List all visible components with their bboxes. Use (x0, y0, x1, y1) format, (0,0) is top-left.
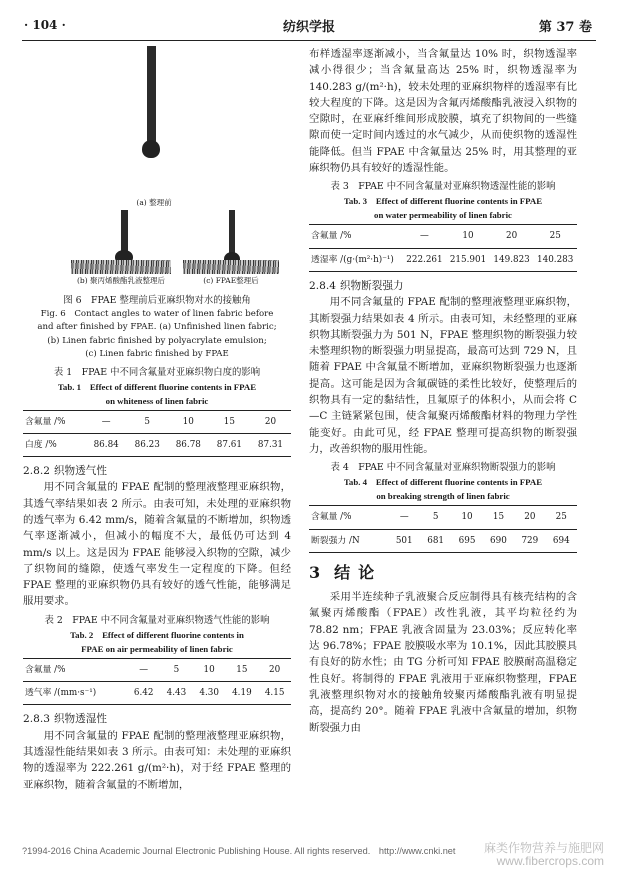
table-4-caption-en-2: on breaking strength of linen fabric (376, 491, 510, 502)
photo-c (183, 210, 279, 274)
table-2-caption: 表 2 FPAE 中不同含氟量对亚麻织物透气性能的影响 (44, 614, 270, 626)
chapter-3-heading (309, 562, 577, 582)
figure-6 (23, 46, 291, 286)
right-column (309, 46, 577, 736)
table-1-cell: 87.61 (209, 433, 250, 456)
section-number: 2.8.2 (23, 465, 50, 478)
section-2-8-4-heading (309, 278, 577, 294)
chapter-title: 结论 (334, 562, 383, 582)
table-1-cell: 87.31 (250, 433, 291, 456)
table-3-row-label: 透湿率 /(g·(m²·h)⁻¹) (309, 248, 403, 271)
table-4-cell: 694 (546, 529, 577, 552)
table-1 (23, 410, 291, 458)
chapter-number: 3 (309, 562, 321, 582)
volume-label: 第 37 卷 (538, 20, 592, 35)
table-3-header: 25 (533, 225, 577, 248)
table-2-header: 20 (258, 658, 291, 681)
table-4-header: — (389, 506, 420, 529)
watermark-url: www.fibercrops.com (496, 854, 604, 868)
table-4-header: 5 (420, 506, 451, 529)
section-title: 织物断裂强力 (339, 279, 404, 292)
table-2-caption-en-2: FPAE on air permeability of linen fabric (81, 643, 233, 654)
subcaption-a: (a) 整理前 (136, 198, 172, 207)
table-1-row-label: 白度 /% (23, 433, 86, 456)
table-4-cell: 501 (389, 529, 420, 552)
table-3 (309, 224, 577, 272)
figure-6-caption-en-2: and after finished by FPAE. (a) Unfinished linen fabric; (37, 322, 277, 332)
table-4 (309, 505, 577, 553)
table-2-header: 5 (160, 658, 193, 681)
watermark (484, 842, 604, 868)
table-1-header: 5 (127, 410, 168, 433)
table-1-header: 10 (168, 410, 209, 433)
table-1-caption-en-2: on whiteness of linen fabric (105, 395, 209, 406)
table-4-row-label: 断裂强力 /N (309, 529, 389, 552)
section-2-8-3-paragraph: 用不同含氟量的 FPAE 配制的整理液整理亚麻织物，其透湿性能结果如表 3 所示。由表可知：未处理的亚麻织物的透湿率为 222.261 g/(m²·h)，对于经 FPAE 整理的亚麻织物，随着含氟量的不断增加， (23, 729, 291, 791)
table-4-caption-en-1: Tab. 4 Effect of different fluorine contents in FPAE (343, 477, 543, 488)
table-4-header: 15 (483, 506, 514, 529)
table-2-cell: 6.42 (127, 682, 160, 705)
table-2-header: — (127, 658, 160, 681)
header-rule (22, 40, 596, 41)
table-1-cell: 86.23 (127, 433, 168, 456)
figure-6-caption-en-4: (c) Linen fabric finished by FPAE (85, 349, 229, 359)
table-2-caption-en-1: Tab. 2 Effect of different fluorine contents in (70, 629, 244, 640)
table-2-cell: 4.30 (193, 682, 226, 705)
table-3-cell: 222.261 (403, 248, 447, 271)
table-3-caption-en-2: on water permeability of linen fabric (374, 210, 512, 221)
copyright-text: ?1994-2016 China Academic Journal Electronic Publishing House. All rights reserved. (22, 846, 371, 856)
table-2-row-header: 含氟量 /% (23, 658, 127, 681)
table-4-header: 10 (451, 506, 482, 529)
table-3-cell: 149.823 (490, 248, 534, 271)
chapter-3-paragraph: 采用半连续种子乳液聚合反应制得具有核壳结构的含氟聚丙烯酸酯（FPAE）改性乳液，其平均粒径约为 78.82 nm；FPAE 乳液含固量为 23.03%；反应转化率达 96.78%；FPAE 胶膜吸水率为 10.1%，因此其胶膜具有良好的防水性；由 TG 分析可知 FPAE 胶膜耐高温稳定性良好。将制得的 FPAE 乳液用于亚麻织物整理，FPAE 乳液整理织物对水的接触角较聚丙烯酸酯乳液有明显提高，提高约 20°。随着 FPAE 乳液中含氟量的增加，织物断裂强力由 (309, 591, 577, 734)
table-2-header: 10 (193, 658, 226, 681)
table-4-cell: 681 (420, 529, 451, 552)
left-column (23, 46, 291, 793)
section-title: 织物透湿性 (53, 713, 107, 726)
table-2-cell: 4.43 (160, 682, 193, 705)
subcaption-c: (c) FPAE整理后 (203, 276, 259, 285)
page-number: · 104 · (24, 18, 66, 32)
table-4-caption: 表 4 FPAE 中不同含氟量对亚麻织物断裂强力的影响 (330, 462, 556, 474)
table-4-cell: 690 (483, 529, 514, 552)
table-3-header: 10 (446, 225, 490, 248)
table-3-header: — (403, 225, 447, 248)
cnki-link[interactable]: http://www.cnki.net (378, 846, 456, 856)
table-4-cell: 695 (451, 529, 482, 552)
section-2-8-3-paragraph-continued: 布样透湿率逐渐减小，当含氟量达 10% 时，织物透湿率减小得很少；当含氟量高达 25% 时，织物透湿率为 140.283 g/(m²·h)，较未处理的亚麻织物样的透湿率有比较大程度的下降。这是因为含氟丙烯酸酯乳液浸入织物的空隙时，在亚麻纤维间形成胶膜，填充了织物间的一些缝隙而使一定时间内透过的水气减少，从而使织物的透湿性能降低。但当 FPAE 中含氟量达 25% 时，用其整理的亚麻织物仍具有较好的透湿性能。 (309, 48, 577, 175)
table-3-header: 20 (490, 225, 534, 248)
watermark-text: 麻类作物营养与施肥网 (483, 841, 604, 855)
table-3-cell: 140.283 (533, 248, 577, 271)
table-1-caption: 表 1 FPAE 中不同含氟量对亚麻织物白度的影响 (53, 366, 261, 378)
table-1-header: 15 (209, 410, 250, 433)
table-3-cell: 215.901 (446, 248, 490, 271)
section-2-8-2-paragraph: 用不同含氟量的 FPAE 配制的整理液整理亚麻织物，其透气率结果如表 2 所示。由表可知，未处理的亚麻织物的透气率为 6.42 mm/s，随着含氟量的不断增加，织物透气率逐渐减小，但减小的幅度不大，最低仍可达到 4 mm/s 以上。这是因为 FPAE 能够浸入织物的空隙，减少了织物间的缝隙，使透气率发生一定程度的下降。但经 FPAE 整理的亚麻织物仍具有较好的透气性能，能够满足服用要求。 (23, 481, 291, 608)
section-2-8-4-paragraph: 用不同含氟量的 FPAE 配制的整理液整理亚麻织物，其断裂强力结果如表 4 所示。由表可知，未经整理的亚麻织物其断裂强力为 501 N，FPAE 整理织物的断裂强力较未整理织物的断裂强力明显提高，最高可达到 729 N，且随着 FPAE 中含氟量不断增加，亚麻织物断裂强力也逐渐提高。这可能是因为含氟碳链的柔性比较好，使整理后的织物具有一定的黏结性，且氟原子的体积小，从而会将 C—C 主链紧紧包围，使含氟聚丙烯酸酯材料的物理力学性能变好。由此可见，经 FPAE 整理可提高织物的断裂强力，改善织物的服用性能。 (309, 296, 577, 455)
photo-b (71, 210, 171, 274)
table-1-cell: 86.84 (86, 433, 127, 456)
table-1-cell: 86.78 (168, 433, 209, 456)
table-2 (23, 658, 291, 706)
table-2-cell: 4.19 (226, 682, 259, 705)
copyright-footer (22, 846, 455, 856)
table-1-header: — (86, 410, 127, 433)
table-1-caption-en-1: Tab. 1 Effect of different fluorine contents in FPAE (57, 381, 257, 392)
subcaption-b: (b) 聚丙烯酸酯乳液整理后 (76, 276, 166, 285)
table-2-cell: 4.15 (258, 682, 291, 705)
table-1-header: 20 (250, 410, 291, 433)
table-3-caption-en-1: Tab. 3 Effect of different fluorine contents in FPAE (343, 196, 543, 207)
figure-6-caption-en-1: Fig. 6 Contact angles to water of linen fabric before (40, 308, 274, 319)
table-2-header: 15 (226, 658, 259, 681)
section-number: 2.8.3 (23, 713, 50, 726)
table-2-row-label: 透气率 /(mm·s⁻¹) (23, 682, 127, 705)
table-3-caption: 表 3 FPAE 中不同含氟量对亚麻织物透湿性能的影响 (330, 181, 556, 193)
section-title: 织物透气性 (53, 465, 107, 478)
section-2-8-3-heading (23, 711, 291, 727)
figure-6-caption: 图 6 FPAE 整理前后亚麻织物对水的接触角 (63, 295, 251, 306)
table-1-row-header: 含氟量 /% (23, 410, 86, 433)
table-4-header: 20 (514, 506, 545, 529)
section-number: 2.8.4 (309, 279, 336, 292)
photo-a (95, 46, 213, 196)
figure-6-caption-en-3: (b) Linen fabric finished by polyacrylate emulsion; (47, 335, 267, 346)
table-4-cell: 729 (514, 529, 545, 552)
section-2-8-2-heading (23, 463, 291, 479)
table-4-header: 25 (546, 506, 577, 529)
table-3-row-header: 含氟量 /% (309, 225, 403, 248)
table-4-row-header: 含氟量 /% (309, 506, 389, 529)
journal-name: 纺织学报 (282, 20, 335, 35)
